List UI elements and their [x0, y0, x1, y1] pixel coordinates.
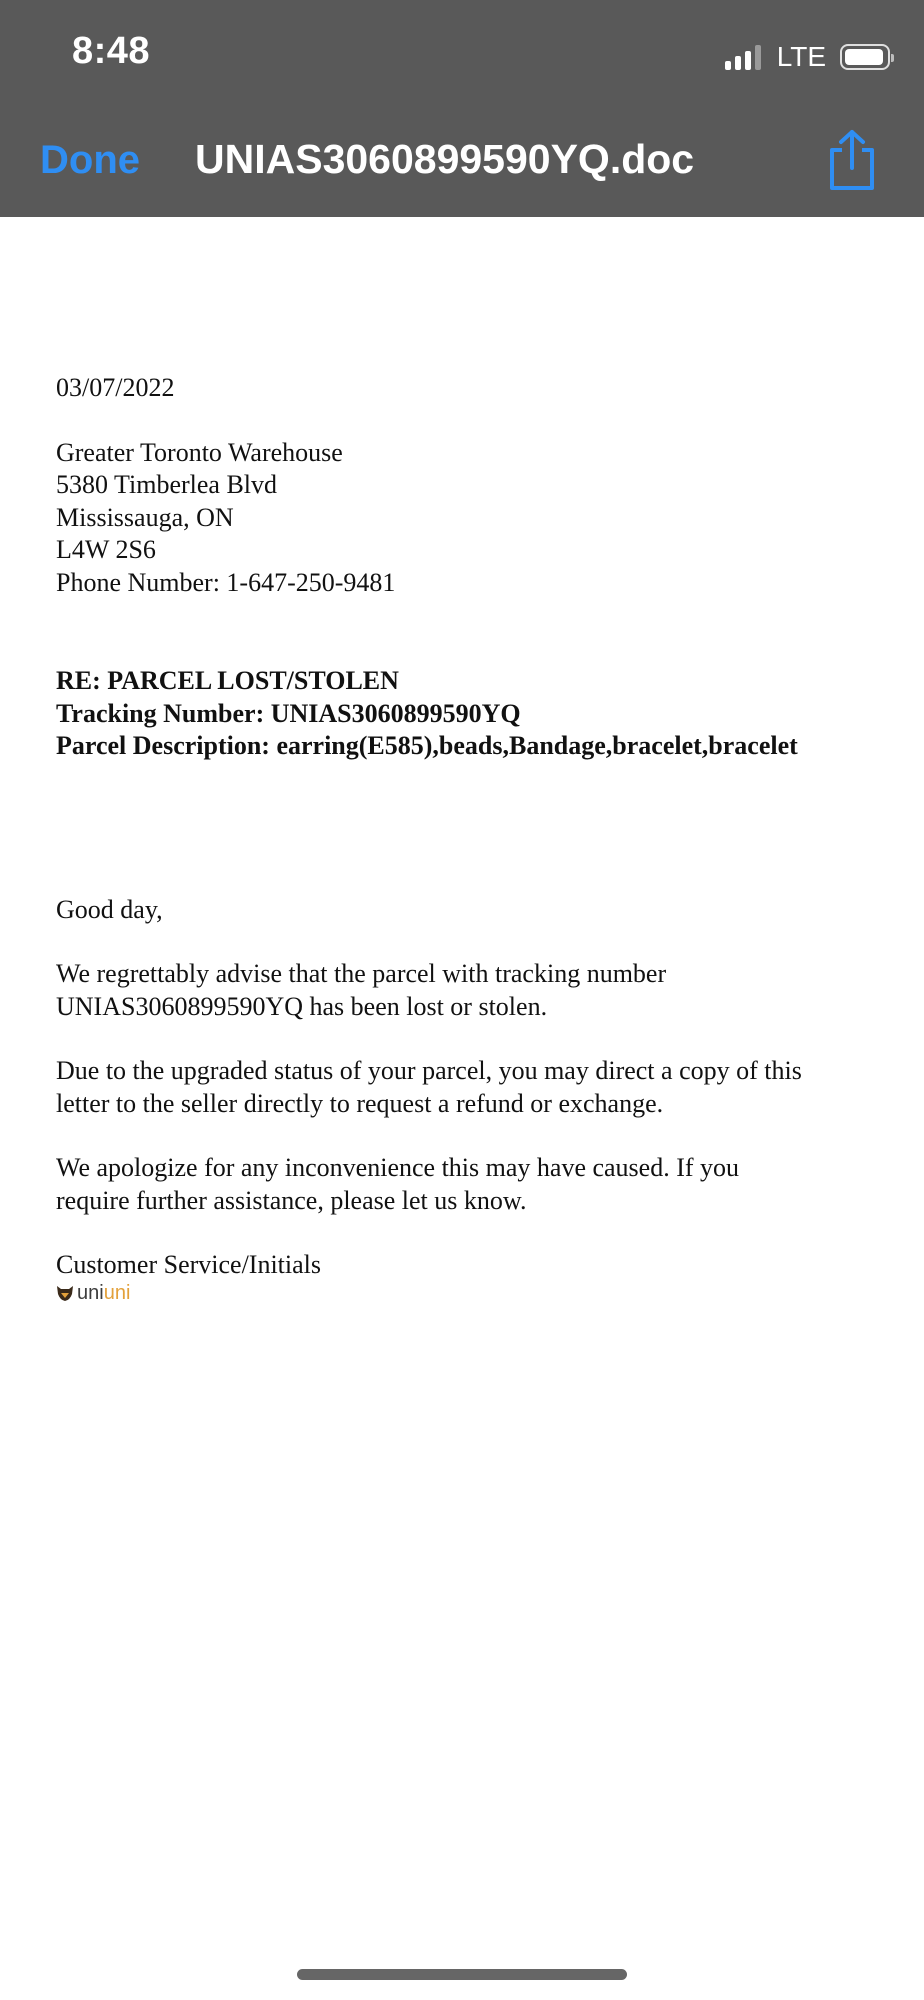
letter-date: 03/07/2022 — [56, 373, 175, 402]
paragraph-line: We regrettably advise that the parcel with tracking number — [56, 959, 667, 988]
address-line: 5380 Timberlea Blvd — [56, 470, 278, 499]
phone-line: Phone Number: 1-647-250-9481 — [56, 567, 396, 597]
address-line: Mississauga, ON — [56, 502, 234, 532]
network-label: LTE — [776, 41, 826, 72]
document-body — [56, 372, 896, 1304]
signal-icon — [725, 44, 761, 70]
home-indicator[interactable] — [297, 1969, 627, 1980]
paragraph — [56, 958, 896, 1023]
address-line: Greater Toronto Warehouse — [56, 437, 343, 467]
done-button[interactable]: Done — [40, 138, 140, 182]
top-bar — [0, 0, 924, 217]
status-time: 8:48 — [72, 30, 151, 72]
address-line: L4W 2S6 — [56, 535, 156, 564]
paragraph-line: UNIAS3060899590YQ has been lost or stolen. — [56, 991, 548, 1021]
greeting: Good day, — [56, 894, 163, 924]
logo-text-dark: uni — [77, 1281, 104, 1304]
re-block — [56, 665, 896, 763]
re-tracking: Tracking Number: UNIAS3060899590YQ — [56, 698, 521, 728]
signoff: Customer Service/Initials — [56, 1250, 322, 1279]
fox-logo-icon — [56, 1284, 74, 1302]
uniuni-logo — [56, 1282, 896, 1304]
paragraph-line: We apologize for any inconvenience this may have caused. If you — [56, 1153, 740, 1182]
address-block — [56, 437, 896, 600]
re-subject: RE: PARCEL LOST/STOLEN — [56, 666, 399, 695]
share-button[interactable] — [824, 128, 880, 192]
paragraph-line: require further assistance, please let us know. — [56, 1185, 527, 1215]
battery-icon — [840, 44, 890, 70]
re-description: Parcel Description: earring(E585),beads,Bandage,bracelet,bracelet — [56, 731, 798, 760]
paragraph-line: Due to the upgraded status of your parcel, you may direct a copy of this — [56, 1056, 802, 1085]
paragraph — [56, 1055, 896, 1120]
share-icon — [824, 128, 880, 192]
paragraph-line: letter to the seller directly to request a refund or exchange. — [56, 1088, 664, 1118]
logo-text-accent: uni — [103, 1281, 131, 1304]
paragraph — [56, 1152, 896, 1217]
document-title: UNIAS3060899590YQ.doc — [195, 136, 695, 182]
status-indicators — [725, 40, 890, 74]
